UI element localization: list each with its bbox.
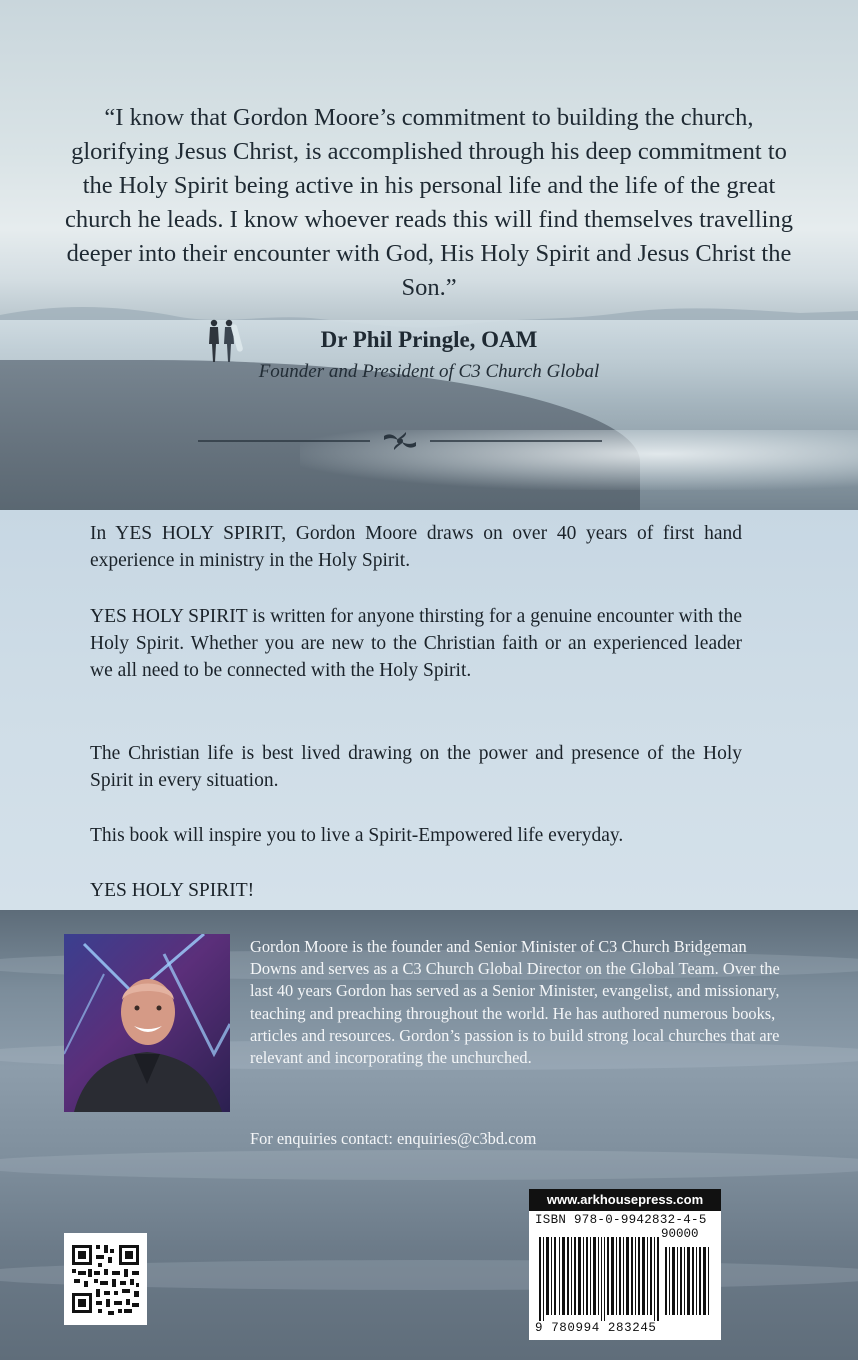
blurb-paragraph: YES HOLY SPIRIT is written for anyone thirsting for a genuine encounter with the Holy Spirit. Whether you are new to the Christian faith or an experienced leader we all need to be connected with the Holy Spirit. [90, 606, 742, 681]
author-bio: Gordon Moore is the founder and Senior Minister of C3 Church Bridgeman Downs and serves as a C3 Church Global Director on the Global Team. Over the last 40 years Gordon has served as a Senior Minister, evangelist, and missionary, teaching and preaching throughout the world. He has authored numerous books, articles and resources. Gordon’s passion is to build strong local churches that are relevant and incorporating the unchurched. [250, 937, 780, 1068]
contact-email[interactable]: For enquiries contact: enquiries@c3bd.com [250, 1129, 537, 1148]
barcode-bars [535, 1229, 715, 1321]
blurb-paragraph: This book will inspire you to live a Spirit-Empowered life everyday. [90, 825, 624, 846]
qr-code[interactable] [64, 1233, 147, 1325]
endorsement-quote: “I know that Gordon Moore’s commitment to building the church, glorifying Jesus Christ, is accomplished through his deep commitment to the Holy Spirit being active in his personal life and the life of the great church he leads. I know whoever reads this will find themselves travelling deeper into their encounter with God, His Holy Spirit and Jesus Christ the Son.” [65, 104, 793, 301]
blurb-paragraph: YES HOLY SPIRIT! [90, 880, 255, 901]
ornament-divider [198, 430, 602, 452]
price-code: 90000 [661, 1227, 699, 1241]
blurb-paragraph: In YES HOLY SPIRIT, Gordon Moore draws on over 40 years of first hand experience in ministry in the Holy Spirit. [90, 523, 742, 571]
wave-band [0, 1150, 858, 1180]
blurb-paragraph: The Christian life is best lived drawing on the power and presence of the Holy Spirit in every situation. [90, 743, 742, 791]
endorser-role: Founder and President of C3 Church Global [258, 361, 600, 382]
ean-digits: 9 780994 283245 [535, 1321, 657, 1335]
isbn-barcode [529, 1189, 721, 1340]
publisher-url[interactable]: www.arkhousepress.com [529, 1189, 721, 1211]
endorser-name: Dr Phil Pringle, OAM [320, 327, 538, 352]
isbn-number: ISBN 978-0-9942832-4-5 [535, 1213, 707, 1227]
author-photo [64, 934, 230, 1112]
flourish-icon [384, 432, 416, 450]
